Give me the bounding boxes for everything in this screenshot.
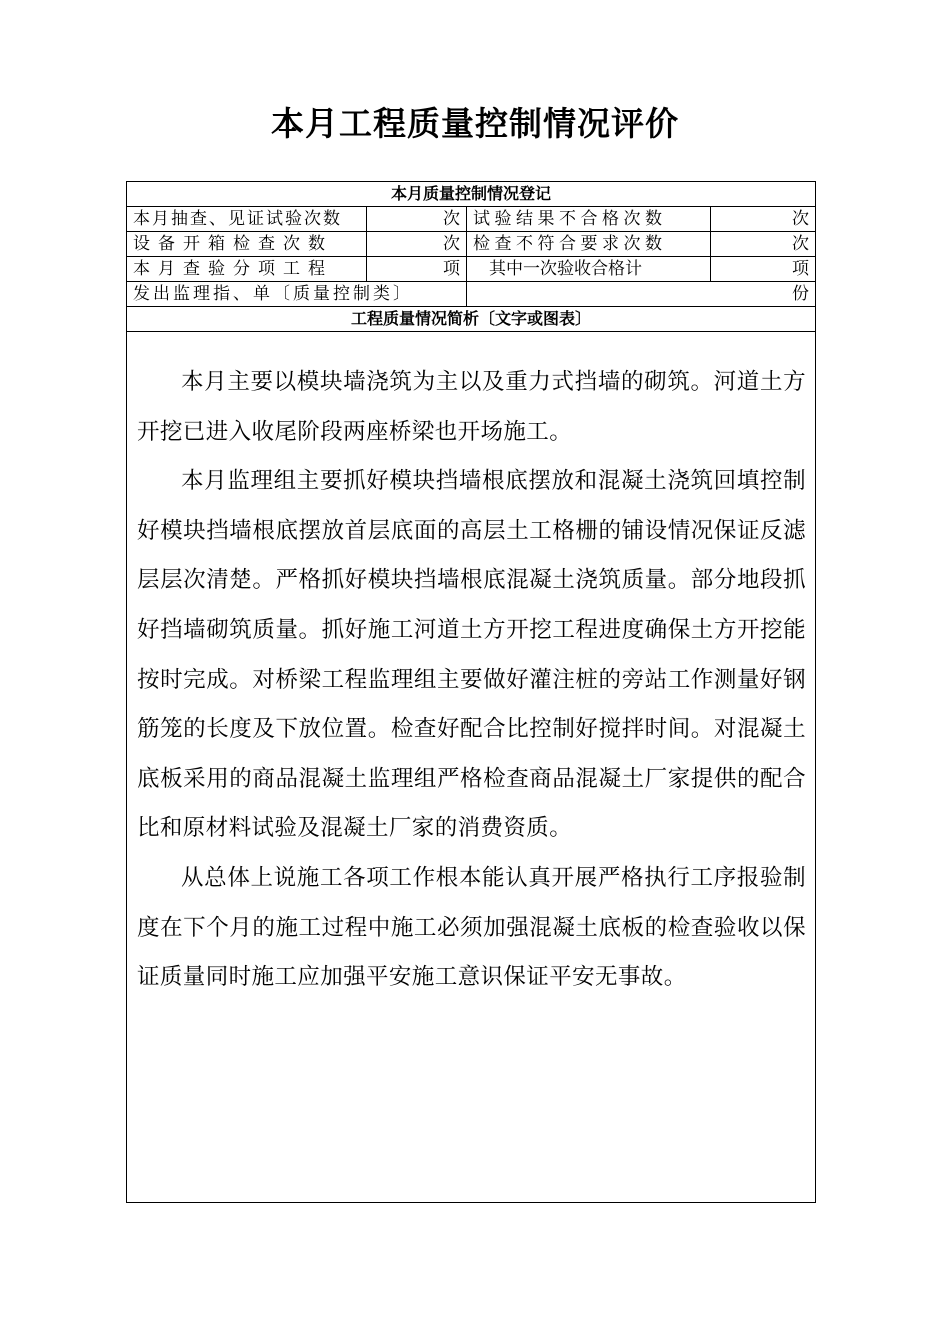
first-pass-label: 其中一次验收合格计 bbox=[467, 257, 711, 282]
analysis-paragraph: 从总体上说施工各项工作根本能认真开展严格执行工序报验制度在下个月的施工过程中施工必须加强混凝土底板的检查验收以保证质量同时施工应加强平安施工意识保证平安无事故。 bbox=[137, 864, 807, 991]
nonconforming-checks-label: 检查不符合要求次数 bbox=[467, 232, 711, 257]
analysis-header: 工程质量情况简析〔文字或图表〕 bbox=[127, 307, 816, 332]
issued-instructions-value[interactable]: 份 bbox=[467, 282, 816, 307]
inspection-tests-value[interactable]: 次 bbox=[367, 207, 467, 232]
registration-row bbox=[127, 257, 816, 282]
registration-header: 本月质量控制情况登记 bbox=[127, 182, 816, 207]
analysis-row bbox=[127, 332, 816, 1203]
analysis-text bbox=[127, 332, 815, 1003]
analysis-paragraph: 本月监理组主要抓好模块挡墙根底摆放和混凝土浇筑回填控制好模块挡墙根底摆放首层底面的高层土工格栅的铺设情况保证反滤层层次清楚。严格抓好模块挡墙根底混凝土浇筑质量。部分地段抓好挡墙砌筑质量。抓好施工河道土方开挖工程进度确保土方开挖能按时完成。对桥梁工程监理组主要做好灌注桩的旁站工作测量好钢筋笼的长度及下放位置。检查好配合比控制好搅拌时间。对混凝土底板采用的商品混凝土监理组严格检查商品混凝土厂家提供的配合比和原材料试验及混凝土厂家的消费资质。 bbox=[137, 468, 807, 842]
nonconforming-checks-value[interactable]: 次 bbox=[711, 232, 816, 257]
first-pass-value[interactable]: 项 bbox=[711, 257, 816, 282]
analysis-cell[interactable] bbox=[127, 332, 816, 1203]
registration-row bbox=[127, 232, 816, 257]
failed-tests-label: 试验结果不合格次数 bbox=[467, 207, 711, 232]
analysis-paragraph: 本月主要以模块墙浇筑为主以及重力式挡墙的砌筑。河道土方开挖已进入收尾阶段两座桥梁也开场施工。 bbox=[137, 369, 807, 445]
failed-tests-value[interactable]: 次 bbox=[711, 207, 816, 232]
inspection-tests-label: 本月抽查、见证试验次数 bbox=[127, 207, 367, 232]
registration-row bbox=[127, 207, 816, 232]
page-title: 本月工程质量控制情况评价 bbox=[271, 104, 679, 143]
equipment-checks-value[interactable]: 次 bbox=[367, 232, 467, 257]
registration-row bbox=[127, 282, 816, 307]
issued-instructions-label: 发出监理指、单〔质量控制类〕 bbox=[127, 282, 467, 307]
analysis-header-row bbox=[127, 307, 816, 332]
registration-header-row bbox=[127, 182, 816, 207]
subitems-inspected-label: 本月查验分项工程 bbox=[127, 257, 367, 282]
quality-control-form bbox=[126, 181, 816, 1203]
subitems-inspected-value[interactable]: 项 bbox=[367, 257, 467, 282]
equipment-checks-label: 设备开箱检查次数 bbox=[127, 232, 367, 257]
